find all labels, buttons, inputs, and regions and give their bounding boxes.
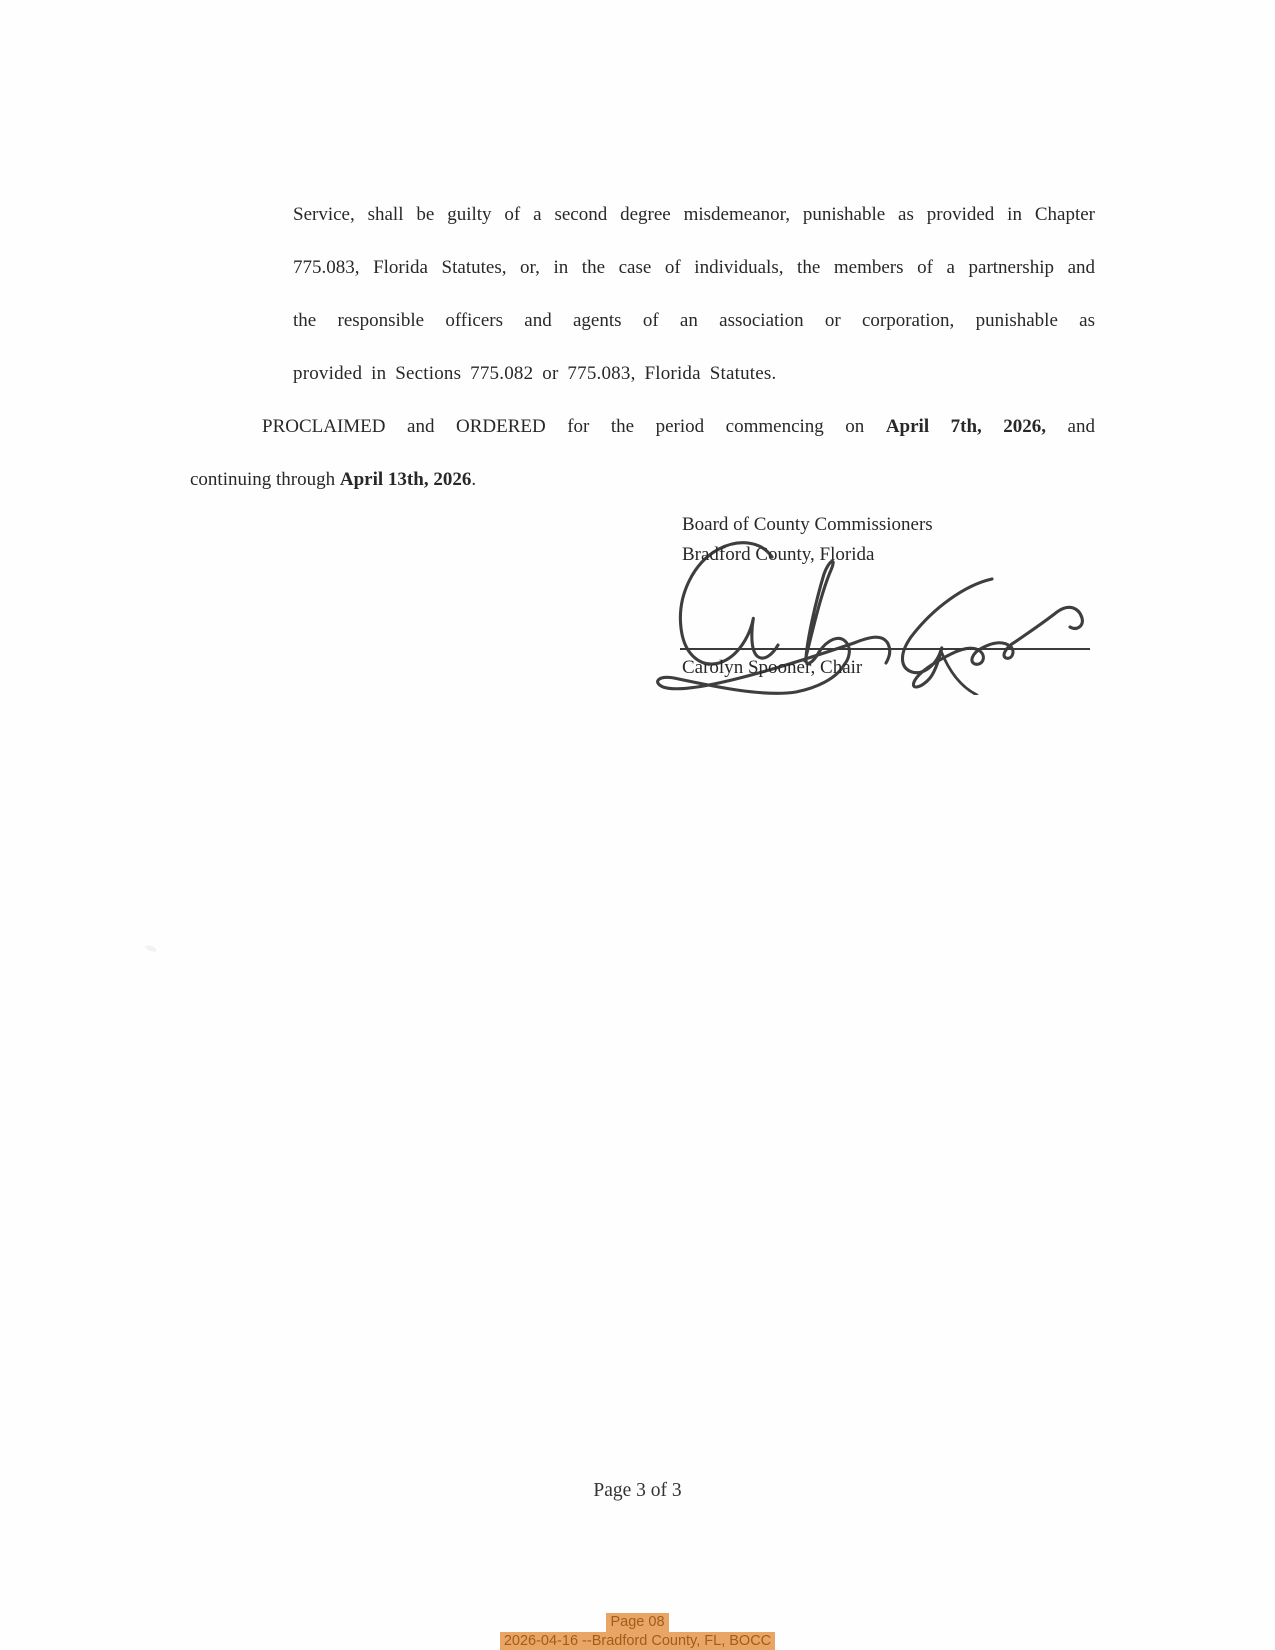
paragraph-line xyxy=(190,453,1095,506)
paragraph-line: provided in Sections 775.082 or 775.083, Florida Statutes. xyxy=(293,363,777,384)
scan-annotations xyxy=(0,1613,1275,1650)
proclamation-start-date: April 7th, 2026, xyxy=(885,416,1047,437)
signature-stroke-spooner xyxy=(902,579,1082,687)
signature-stroke-tail xyxy=(941,651,977,695)
proclamation-text: continuing through xyxy=(190,469,340,490)
scan-annotation-source-stamp: 2026-04-16 --Bradford County, FL, BOCC xyxy=(500,1632,775,1650)
signature-line xyxy=(680,648,1090,650)
signature-org-line-2: Bradford County, Florida xyxy=(682,544,875,565)
proclamation-end-date: April 13th, 2026 xyxy=(339,469,472,490)
scan-annotation-page-stamp: Page 08 xyxy=(606,1613,668,1632)
proclamation-paragraph xyxy=(190,400,1095,506)
paragraph-line xyxy=(190,400,1095,453)
scan-annotation-row xyxy=(0,1632,1275,1650)
proclamation-text: and xyxy=(1046,416,1095,437)
paragraph-line: the responsible officers and agents of an association or corporation, punishable as xyxy=(293,310,1095,331)
signer-name: Carolyn Spooner, Chair xyxy=(682,657,863,678)
paragraph-line: 775.083, Florida Statutes, or, in the case of individuals, the members of a partnership and xyxy=(293,257,1095,278)
paragraph-line: Service, shall be guilty of a second degree misdemeanor, punishable as provided in Chapter xyxy=(293,204,1095,225)
indented-paragraph xyxy=(293,188,1095,400)
proclamation-text: . xyxy=(471,469,477,490)
scan-artifact xyxy=(145,944,158,953)
proclamation-text: PROCLAIMED and ORDERED for the period commencing on xyxy=(262,416,886,437)
scan-annotation-row xyxy=(0,1613,1275,1632)
signature-block xyxy=(682,510,933,570)
signature-org-line-1: Board of County Commissioners xyxy=(682,514,933,535)
page-number: Page 3 of 3 xyxy=(593,1480,682,1501)
